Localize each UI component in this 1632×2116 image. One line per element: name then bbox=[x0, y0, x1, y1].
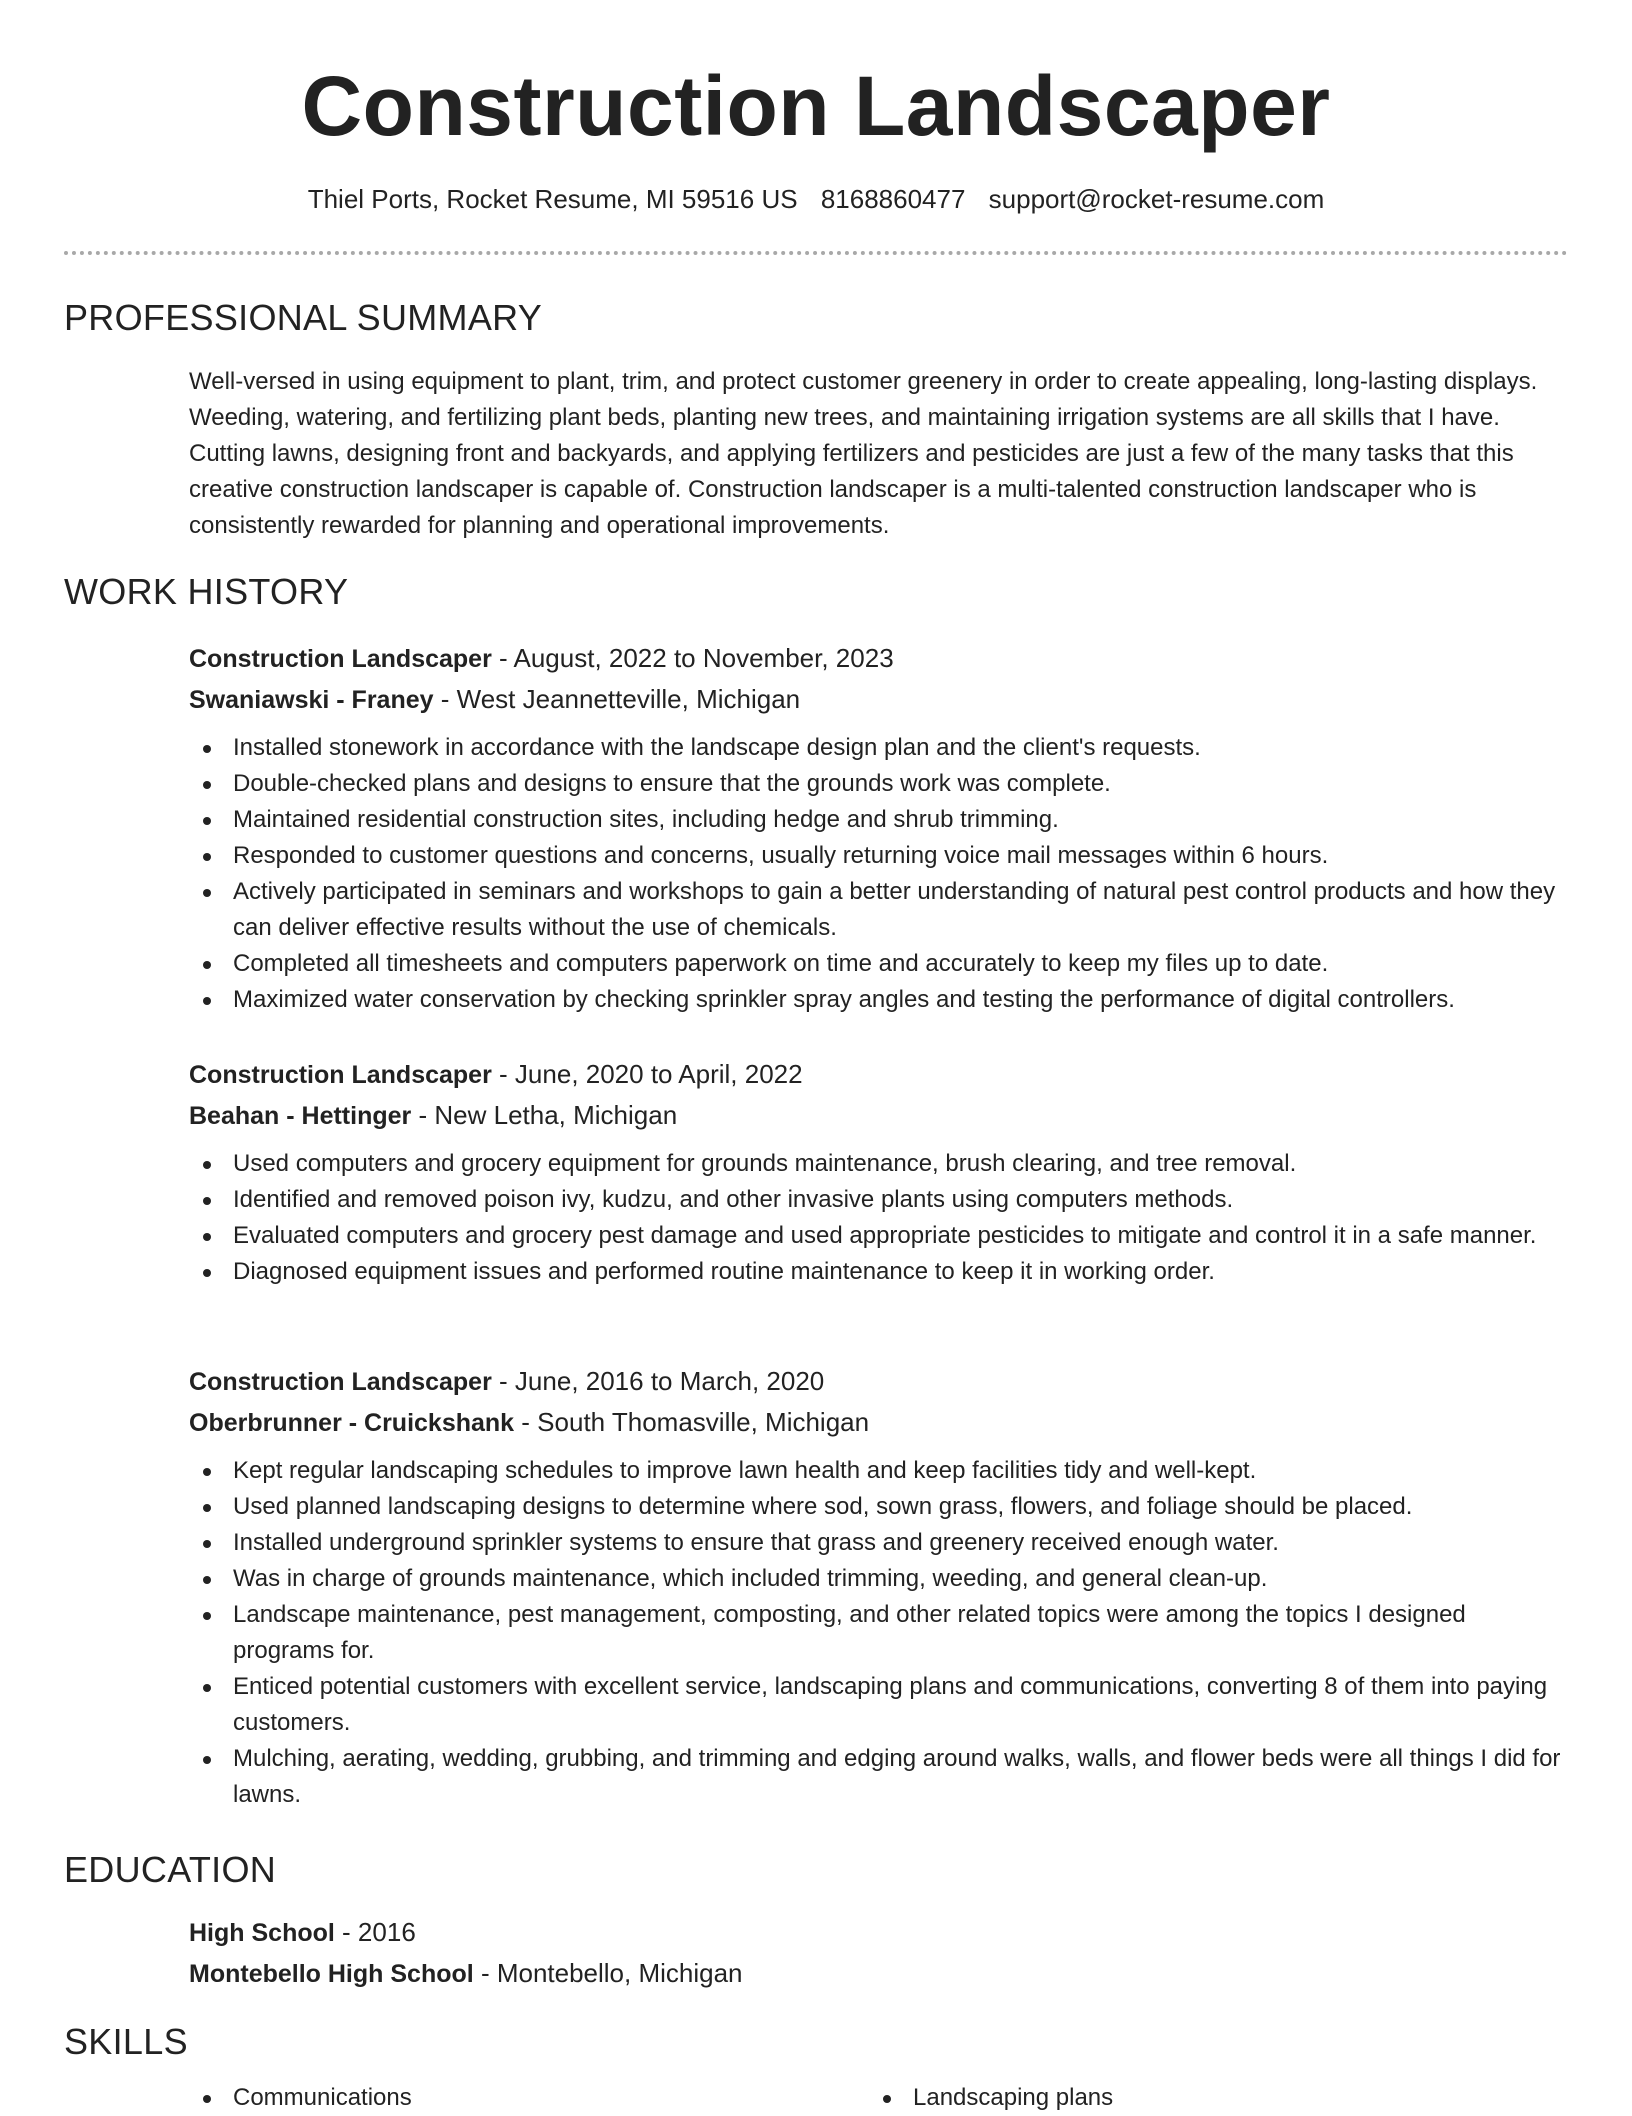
job-company: Oberbrunner - Cruickshank bbox=[189, 1409, 515, 1437]
section-title-skills: SKILLS bbox=[64, 2021, 188, 2062]
list-item: Completed all timesheets and computers paperwork on time and accurately to keep my files up to date. bbox=[189, 946, 1569, 982]
job-location: - West Jeannetteville, Michigan bbox=[433, 684, 801, 714]
education-school-line bbox=[189, 1953, 1569, 1994]
list-item: Double-checked plans and designs to ensure that the grounds work was complete. bbox=[189, 766, 1569, 802]
job-location: - South Thomasville, Michigan bbox=[514, 1407, 870, 1437]
list-item: Mulching, aerating, wedding, grubbing, and trimming and edging around walks, walls, and flower beds were all things I did for lawns. bbox=[189, 1741, 1569, 1813]
job-dates: - June, 2020 to April, 2022 bbox=[491, 1059, 803, 1089]
education-degree: High School bbox=[189, 1919, 335, 1947]
job-location: - New Letha, Michigan bbox=[411, 1100, 678, 1130]
list-item: Responded to customer questions and concerns, usually returning voice mail messages within 6 hours. bbox=[189, 838, 1569, 874]
job-position: Construction Landscaper bbox=[189, 1368, 492, 1396]
list-item: Used computers and grocery equipment for grounds maintenance, brush clearing, and tree removal. bbox=[189, 1146, 1569, 1182]
job-title-line bbox=[189, 1361, 1569, 1402]
contact-phone: 8168860477 bbox=[820, 184, 966, 214]
candidate-name: Construction Landscaper bbox=[301, 59, 1331, 153]
job-company: Beahan - Hettinger bbox=[189, 1102, 412, 1130]
list-item: Identified and removed poison ivy, kudzu, and other invasive plants using computers methods. bbox=[189, 1182, 1569, 1218]
list-item: Maximized water conservation by checking sprinkler spray angles and testing the performance of digital controllers. bbox=[189, 982, 1569, 1018]
education-school: Montebello High School bbox=[189, 1960, 474, 1988]
list-item: Installed stonework in accordance with the landscape design plan and the client's requests. bbox=[189, 730, 1569, 766]
job-entry bbox=[189, 1054, 1569, 1290]
summary-text: Well-versed in using equipment to plant, trim, and protect customer greenery in order to create appealing, long-lasting displays. Weeding, watering, and fertilizing plant beds, planting new trees, and maintaining irrigation systems are all skills that I have. Cutting lawns, designing front and backyards, and applying fertilizers and pesticides are just a few of the many tasks that this creative construction landscaper is capable of. Construction landscaper is a multi-talented construction landscaper who is consistently rewarded for planning and operational improvements. bbox=[189, 368, 1538, 539]
job-entry bbox=[189, 1361, 1569, 1813]
skill-item: Landscaping plans bbox=[869, 2080, 1549, 2116]
contact-line bbox=[0, 182, 1632, 216]
section-title-summary: PROFESSIONAL SUMMARY bbox=[64, 297, 543, 338]
section-title-work: WORK HISTORY bbox=[64, 571, 349, 612]
list-item: Diagnosed equipment issues and performed routine maintenance to keep it in working order. bbox=[189, 1254, 1569, 1290]
list-item: Installed underground sprinkler systems to ensure that grass and greenery received enough water. bbox=[189, 1525, 1569, 1561]
list-item: Enticed potential customers with excellent service, landscaping plans and communications, converting 8 of them into paying customers. bbox=[189, 1669, 1569, 1741]
job-company-line bbox=[189, 1095, 1569, 1136]
list-item: Maintained residential construction sites, including hedge and shrub trimming. bbox=[189, 802, 1569, 838]
job-dates: - June, 2016 to March, 2020 bbox=[491, 1366, 825, 1396]
education-year: - 2016 bbox=[334, 1917, 416, 1947]
job-entry bbox=[189, 638, 1569, 1018]
list-item: Kept regular landscaping schedules to improve lawn health and keep facilities tidy and well-kept. bbox=[189, 1453, 1569, 1489]
job-title-line bbox=[189, 1054, 1569, 1095]
job-company: Swaniawski - Franey bbox=[189, 686, 434, 714]
skill-item: Communications bbox=[189, 2080, 869, 2116]
job-title-line bbox=[189, 638, 1569, 679]
skills-list bbox=[189, 2080, 1569, 2116]
job-bullets bbox=[189, 1453, 1569, 1813]
contact-address: Thiel Ports, Rocket Resume, MI 59516 US bbox=[307, 184, 798, 214]
contact-email: support@rocket-resume.com bbox=[988, 184, 1325, 214]
list-item: Landscape maintenance, pest management, composting, and other related topics were among the topics I designed programs for. bbox=[189, 1597, 1569, 1669]
job-dates: - August, 2022 to November, 2023 bbox=[491, 643, 894, 673]
job-bullets bbox=[189, 1146, 1569, 1290]
list-item: Actively participated in seminars and workshops to gain a better understanding of natural pest control products and how they can deliver effective results without the use of chemicals. bbox=[189, 874, 1569, 946]
education-degree-line bbox=[189, 1912, 1569, 1953]
list-item: Was in charge of grounds maintenance, which included trimming, weeding, and general clean-up. bbox=[189, 1561, 1569, 1597]
header-divider bbox=[64, 251, 1568, 255]
job-company-line bbox=[189, 1402, 1569, 1443]
section-title-education: EDUCATION bbox=[64, 1849, 277, 1890]
job-company-line bbox=[189, 679, 1569, 720]
job-bullets bbox=[189, 730, 1569, 1018]
list-item: Evaluated computers and grocery pest damage and used appropriate pesticides to mitigate and control it in a safe manner. bbox=[189, 1218, 1569, 1254]
job-position: Construction Landscaper bbox=[189, 1061, 492, 1089]
education-entry bbox=[189, 1912, 1569, 1994]
job-position: Construction Landscaper bbox=[189, 645, 492, 673]
list-item: Used planned landscaping designs to determine where sod, sown grass, flowers, and foliage should be placed. bbox=[189, 1489, 1569, 1525]
education-location: - Montebello, Michigan bbox=[473, 1958, 743, 1988]
